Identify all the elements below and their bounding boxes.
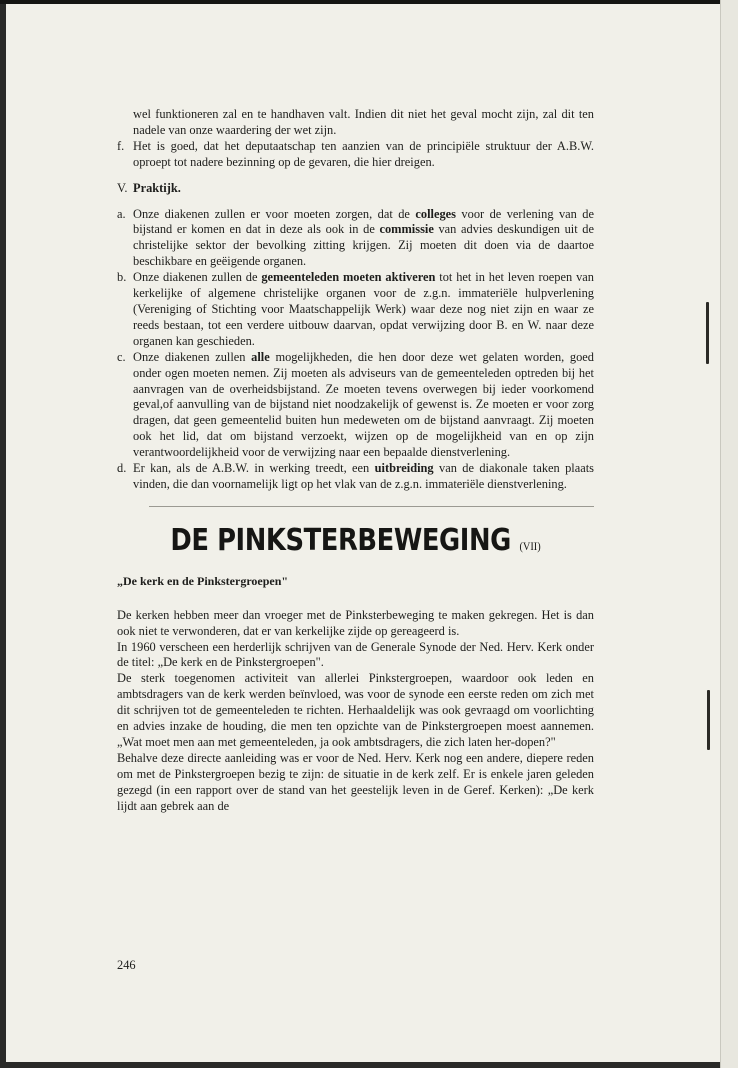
item-text: Onze diakenen zullen de gemeenteleden moeten aktiveren tot het in het leven roepen van kerkelijke of algemene christelijke organen voor de z.g.n. immateriële hulpverlening (Vereniging of Stichting voor Maatschappelijk Werk) waar deze nog niet zijn en waar ze reeds bestaan, tot een verdere uitbouw daarvan, opdat verwijzing door B. en W. naar deze organen kan geschieden.: [133, 270, 594, 348]
item-text: Onze diakenen zullen er voor moeten zorgen, dat de colleges voor de verlening van de bijstand er komen en dat in deze als ook in de commissie van advies deskundigen uit de christelijke sektor der bevolking zitting krijgen. Zij moeten dit doen via de daartoe beschikbare en geëigende organen.: [133, 206, 594, 269]
body-paragraph: Behalve deze directe aanleiding was er voor de Ned. Herv. Kerk nog een andere, diepere reden om met de Pinkstergroepen bezig te zijn: de situatie in de kerk zelf. Er is enkele jaren geleden gezegd (in een rapport over de stand van het geestelijk leven in de Geref. Kerken): „De kerk lijdt aan gebrek aan de: [117, 750, 594, 813]
item-label: b.: [117, 270, 127, 285]
emphasis: gemeenteleden moeten aktiveren: [261, 270, 436, 285]
list-item-c: [117, 350, 594, 461]
binding-mark: [707, 690, 710, 750]
list-item-a: [117, 207, 594, 271]
list-item-b: [117, 270, 594, 350]
item-label: d.: [117, 461, 127, 476]
body-paragraph: De kerken hebben meer dan vroeger met de Pinksterbeweging te maken gekregen. Het is dan ook niet te verwonderen, dat er van kerkelijke zijde op gereageerd is.: [117, 607, 594, 638]
item-text: Het is goed, dat het deputaatschap ten aanzien van de principiële struktuur der A.B.W. oproept tot nadere bezinning op de gevaren, die hier dreigen.: [133, 138, 594, 169]
emphasis: commissie: [379, 222, 434, 237]
headline-part-number: (VII): [519, 538, 541, 553]
item-text: Onze diakenen zullen alle mogelijkheden, die hen door deze wet gelaten worden, goed onder ogen moeten nemen. Zij moeten als adviseurs van de gemeenteleden optreden bij het aanvragen van de overheidsbijstand. Ze moeten tevens overwegen bij ieder voorkomend geval,of aanvulling van de bijstand niet noodzakelijk of gewenst is. Ze moeten er voor zorg dragen, dat geen gemeentelid buiten hun medeweten om de bijstand aanvraagt. Zij moeten ook het lid, dat om bijstand verzoekt, wijzen op de mogelijkheid van en op zijn verantwoordelijkheid voor de verwijzing naar een bepaalde dienstverlening.: [133, 349, 594, 460]
item-label: f.: [117, 138, 125, 153]
page-number: 246: [117, 958, 136, 972]
item-label: c.: [117, 349, 126, 364]
article-headline: DE PINKSTERBEWEGING (VII): [170, 522, 541, 558]
binding-mark: [706, 302, 709, 364]
emphasis: uitbreiding: [374, 461, 434, 476]
document-page: [6, 4, 720, 1062]
section-heading-v: [117, 181, 594, 197]
section-label: V.: [117, 180, 128, 195]
article-body: [117, 608, 594, 815]
emphasis: alle: [251, 349, 270, 364]
item-text: Er kan, als de A.B.W. in werking treedt, een uitbreiding van de diakonale taken plaats vinden, die dan voornamelijk ligt op het vlak van de z.g.n. immateriële dienstverlening.: [133, 461, 594, 491]
intro-paragraph: wel funktioneren zal en te handhaven valt. Indien dit niet het geval mocht zijn, zal dit ten nadele van onze waardering der wet zijn.: [133, 107, 594, 137]
article-subtitle: „De kerk en de Pinkstergroepen": [117, 573, 289, 588]
section-divider: [149, 506, 594, 507]
item-label: a.: [117, 206, 126, 221]
list-item-f: [117, 139, 594, 171]
body-paragraph: In 1960 verscheen een herderlijk schrijven van de Generale Synode der Ned. Herv. Kerk onder de titel: „De kerk en de Pinkstergroepen".: [117, 639, 594, 670]
list-item-d: [117, 461, 594, 493]
emphasis: colleges: [415, 206, 456, 221]
scan-right-margin: [720, 0, 738, 1068]
page-content: [117, 107, 594, 815]
section-title: Praktijk.: [133, 180, 181, 195]
body-paragraph: De sterk toegenomen activiteit van allerlei Pinkstergroepen, waardoor ook leden en ambtsdragers van de kerk werden beïnvloed, was voor de synode een eerste reden om zich met dit schrijven tot de gemeenteleden te richten. Herhaaldelijk was ook gevraagd om voorlichting en advies inzake de houding, die men ten opzichte van de Pinkstergroepen moest aannemen. „Wat moet men aan met gemeenteleden, ja ook ambtsdragers, die zich laten her-dopen?": [117, 671, 594, 749]
